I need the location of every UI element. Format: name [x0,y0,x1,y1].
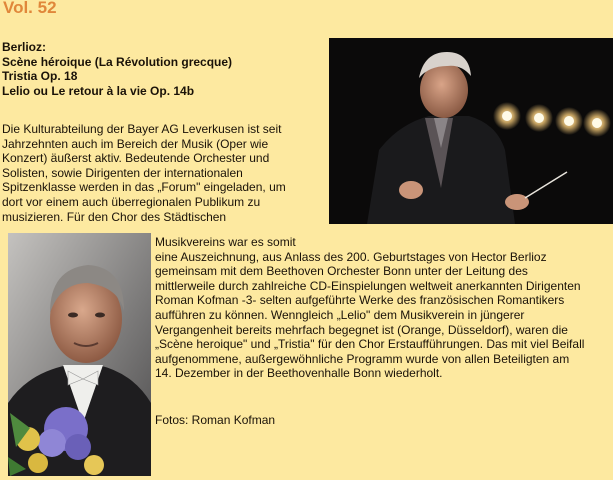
article-paragraph-2 [155,235,613,381]
text-line: 14. Dezember in der Beethovenhalle Bonn wiederholt. [155,366,443,381]
work-title: Scène héroique (La Révolution grecque) [2,54,233,69]
text-line: Spitzenklasse werden in das „Forum" eingeladen, um [2,180,286,195]
photo-credits: Fotos: Roman Kofman [155,413,276,427]
work-title: Tristia Op. 18 [2,69,78,84]
text-line: eine Auszeichnung, aus Anlass des 200. Geburtstages von Hector Berlioz [155,249,547,264]
volume-title: Vol. 52 [3,0,57,17]
text-line: Roman Kofman -3- selten aufgeführte Werke des französischen Romantikers [155,293,565,308]
text-line: Solisten, sowie Dirigenten der internationalen [2,165,243,180]
text-line: gemeinsam mit dem Beethoven Orchester Bonn unter der Leitung des [155,264,528,279]
text-line: Vergangenheit bereits mehrfach begegnet ist (Orange, Düsseldorf), waren die [155,322,568,337]
text-line: Konzert) äußerst aktiv. Bedeutende Orchester und [2,151,270,166]
text-line: musizieren. Für den Chor des Städtischen [2,209,227,224]
text-line: Musikvereins war es somit [155,235,296,249]
portrait-photo [8,233,151,476]
text-line: mittlerweile durch zahlreiche CD-Einspielungen weltweit anerkannten Dirigenten [155,278,581,293]
text-line: aufführen zu können. Wenngleich „Lelio" dem Musikverein in jüngerer [155,307,525,322]
text-line: Jahrzehnten auch im Bereich der Musik (Oper wie [2,136,269,151]
composer-name: Berlioz: [2,40,47,54]
program-heading [2,40,322,98]
work-title: Lelio ou Le retour à la vie Op. 14b [2,83,195,98]
text-line: „Scène heroique" und „Tristia" für den Chor Erstaufführungen. Das mit viel Beifall [155,337,585,352]
text-line: dort vor einem auch überregionalen Publikum zu [2,194,261,209]
text-line: Die Kulturabteilung der Bayer AG Leverkusen ist seit [2,122,282,136]
article-paragraph-1 [2,122,320,224]
text-line: aufgenommene, außergewöhnliche Programm wurde von allen Beteiligten am [155,351,570,366]
conductor-photo [329,38,613,224]
